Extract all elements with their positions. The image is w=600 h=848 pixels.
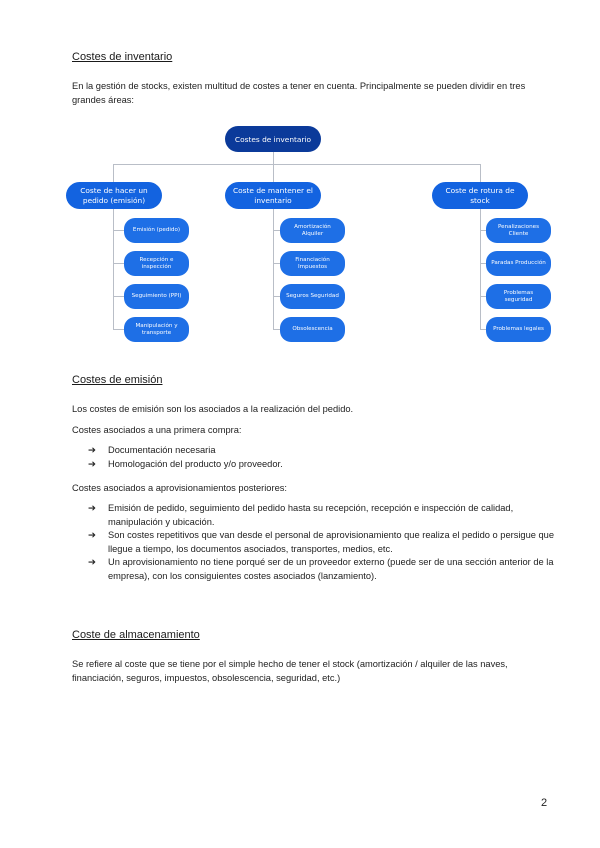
- diagram-leaf: Recepción e inspección: [124, 251, 189, 276]
- diagram-leaf: Paradas Producción: [486, 251, 551, 276]
- list-item: [88, 458, 566, 472]
- list-item-text: Homologación del producto y/o proveedor.: [108, 458, 283, 469]
- diagram-leaf: Seguros Seguridad: [280, 284, 345, 309]
- list-item: [88, 502, 566, 529]
- arrow-right-icon: ➔: [88, 503, 96, 514]
- list-item-text: Un aprovisionamiento no tiene porqué ser de un proveedor externo (puede ser de una sección anterior de la empresa), con los consiguientes costes asociados (lanzamiento).: [108, 557, 554, 581]
- stem-branch-1: [113, 209, 114, 329]
- diagram-branch-rotura: Coste de rotura de stock: [432, 182, 528, 209]
- emision-paragraph-2: Costes asociados a una primera compra:: [72, 425, 242, 435]
- section-title-coste-almacenamiento: Coste de almacenamiento: [72, 629, 200, 641]
- diagram-leaf: Amortización Alquiler: [280, 218, 345, 243]
- diagram-leaf: Obsolescencia: [280, 317, 345, 342]
- stem-branch-2: [273, 209, 274, 329]
- emision-paragraph-3: Costes asociados a aprovisionamientos posteriores:: [72, 483, 287, 493]
- almacenamiento-paragraph: Se refiere al coste que se tiene por el simple hecho de tener el stock (amortización / alquiler de las naves, financiación, seguros, impuestos, obsolescencia, seguridad, etc.): [72, 659, 508, 683]
- bullet-list-primera-compra: [88, 444, 566, 471]
- connector-branch-2: [273, 164, 274, 183]
- emision-paragraph-1: Los costes de emisión son los asociados a la realización del pedido.: [72, 404, 354, 414]
- intro-paragraph: En la gestión de stocks, existen multitud de costes a tener en cuenta. Principalmente se pueden dividir en tres grandes áreas:: [72, 81, 526, 105]
- section-title-costes-inventario: Costes de inventario: [72, 51, 173, 63]
- diagram-leaf: Penalizaciones Cliente: [486, 218, 551, 243]
- diagram-root-node: Costes de inventario: [225, 126, 321, 152]
- list-item: [88, 556, 566, 583]
- bullet-list-aprovisionamientos: [88, 502, 566, 583]
- arrow-right-icon: ➔: [88, 530, 96, 541]
- diagram-leaf: Financiación Impuestos: [280, 251, 345, 276]
- diagram-leaf: Manipulación y transporte: [124, 317, 189, 342]
- section-title-costes-emision: Costes de emisión: [72, 374, 163, 386]
- diagram-branch-emision: Coste de hacer un pedido (emisión): [66, 182, 162, 209]
- diagram-leaf: Seguimiento (PPI): [124, 284, 189, 309]
- list-item: [88, 529, 566, 556]
- list-item-text: Documentación necesaria: [108, 445, 216, 455]
- arrow-right-icon: ➔: [88, 445, 96, 456]
- diagram-leaf: Problemas seguridad: [486, 284, 551, 309]
- connector-horizontal: [113, 164, 480, 165]
- list-item-text: Emisión de pedido, seguimiento del pedido hasta su recepción, recepción e inspección de calidad, manipulación y ubicación.: [108, 503, 514, 527]
- stem-branch-3: [480, 209, 481, 329]
- connector-root-down: [273, 151, 274, 164]
- connector-branch-1: [113, 164, 114, 183]
- connector-branch-3: [480, 164, 481, 183]
- page-number: 2: [541, 797, 548, 809]
- arrow-right-icon: ➔: [88, 557, 96, 568]
- diagram-leaf: Emisión (pedido): [124, 218, 189, 243]
- diagram-branch-mantener: Coste de mantener el inventario: [225, 182, 321, 209]
- list-item-text: Son costes repetitivos que van desde el personal de aprovisionamiento que realiza el pedido o persigue que llegue a tiempo, los documentos asociados, transportes, medios, etc.: [108, 530, 555, 554]
- arrow-right-icon: ➔: [88, 458, 96, 470]
- cost-hierarchy-diagram: [60, 122, 560, 347]
- list-item: [88, 444, 566, 458]
- diagram-leaf: Problemas legales: [486, 317, 551, 342]
